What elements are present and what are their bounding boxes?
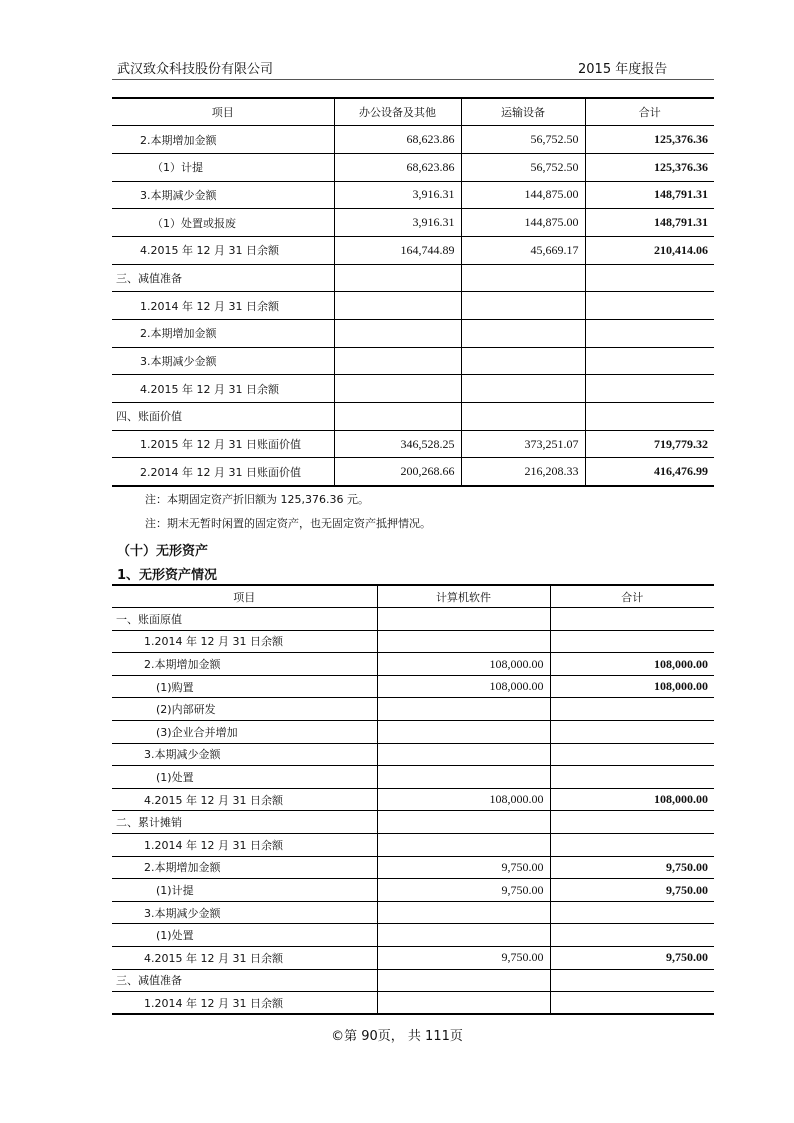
row-label: 四、账面价值 (112, 403, 334, 431)
cell-value (377, 630, 550, 653)
cell-value (334, 320, 461, 348)
cell-value: 125,376.36 (585, 153, 714, 181)
row-label: 3.本期减少金额 (112, 901, 377, 924)
table-row (112, 264, 714, 292)
cell-value (377, 698, 550, 721)
cell-value (377, 901, 550, 924)
subsection-title: 1、无形资产情况 (117, 568, 218, 583)
row-label: (3)企业合并增加 (112, 721, 377, 744)
row-label: 4.2015 年 12 月 31 日余额 (112, 788, 377, 811)
cell-value: 144,875.00 (461, 209, 585, 237)
table-row (112, 403, 714, 431)
table-row (112, 856, 714, 879)
cell-value (550, 969, 714, 992)
fixed-assets-table (112, 97, 714, 487)
cell-value (461, 264, 585, 292)
row-label: 三、减值准备 (112, 264, 334, 292)
cell-value (334, 292, 461, 320)
row-label: 2.本期增加金额 (112, 653, 377, 676)
column-header: 计算机软件 (377, 585, 550, 608)
cell-value: 108,000.00 (377, 675, 550, 698)
row-label: 4.2015 年 12 月 31 日余额 (112, 236, 334, 264)
page-footer: ©第 90页， 共 111页 (331, 1029, 463, 1044)
table-row (112, 209, 714, 237)
cell-value (377, 992, 550, 1015)
cell-value (461, 403, 585, 431)
cell-value (334, 347, 461, 375)
cell-value: 148,791.31 (585, 209, 714, 237)
row-label: 4.2015 年 12 月 31 日余额 (112, 375, 334, 403)
cell-value: 68,623.86 (334, 153, 461, 181)
cell-value: 125,376.36 (585, 126, 714, 154)
row-label: 三、减值准备 (112, 969, 377, 992)
table-row (112, 608, 714, 631)
cell-value: 108,000.00 (377, 653, 550, 676)
cell-value (334, 375, 461, 403)
cell-value: 9,750.00 (550, 947, 714, 970)
company-name: 武汉致众科技股份有限公司 (117, 62, 274, 77)
cell-value (550, 608, 714, 631)
cell-value: 108,000.00 (550, 788, 714, 811)
table-row (112, 375, 714, 403)
row-label: 1.2014 年 12 月 31 日余额 (112, 292, 334, 320)
cell-value: 108,000.00 (550, 653, 714, 676)
table-row (112, 126, 714, 154)
row-label: （1）计提 (112, 153, 334, 181)
row-label: 3.本期减少金额 (112, 347, 334, 375)
section-title: （十）无形资产 (117, 544, 209, 559)
row-label: 3.本期减少金额 (112, 743, 377, 766)
row-label: (1)购置 (112, 675, 377, 698)
cell-value (585, 292, 714, 320)
cell-value (461, 320, 585, 348)
cell-value (550, 901, 714, 924)
cell-value: 68,623.86 (334, 126, 461, 154)
row-label: （1）处置或报废 (112, 209, 334, 237)
row-label: (1)处置 (112, 924, 377, 947)
cell-value (377, 811, 550, 834)
cell-value (550, 721, 714, 744)
cell-value (550, 630, 714, 653)
cell-value: 164,744.89 (334, 236, 461, 264)
header-divider (112, 79, 714, 80)
cell-value (585, 403, 714, 431)
cell-value: 148,791.31 (585, 181, 714, 209)
row-label: (1)计提 (112, 879, 377, 902)
depreciation-note: 注：本期固定资产折旧额为 125,376.36 元。 (145, 493, 369, 506)
cell-value (550, 992, 714, 1015)
cell-value (334, 403, 461, 431)
cell-value (550, 811, 714, 834)
cell-value (585, 347, 714, 375)
cell-value: 3,916.31 (334, 209, 461, 237)
column-header: 运输设备 (461, 98, 585, 126)
cell-value: 9,750.00 (550, 879, 714, 902)
table-row (112, 811, 714, 834)
table-row (112, 901, 714, 924)
cell-value: 9,750.00 (377, 879, 550, 902)
column-header: 办公设备及其他 (334, 98, 461, 126)
row-label: 2.本期增加金额 (112, 856, 377, 879)
row-label: (1)处置 (112, 766, 377, 789)
cell-value: 56,752.50 (461, 126, 585, 154)
table-row (112, 292, 714, 320)
cell-value: 108,000.00 (377, 788, 550, 811)
cell-value (334, 264, 461, 292)
cell-value (377, 608, 550, 631)
table-row (112, 675, 714, 698)
column-header: 合计 (550, 585, 714, 608)
table-row (112, 947, 714, 970)
row-label: 1.2014 年 12 月 31 日余额 (112, 992, 377, 1015)
cell-value: 45,669.17 (461, 236, 585, 264)
row-label: (2)内部研发 (112, 698, 377, 721)
table-row (112, 630, 714, 653)
row-label: 1.2014 年 12 月 31 日余额 (112, 630, 377, 653)
table-row (112, 698, 714, 721)
cell-value (550, 743, 714, 766)
cell-value: 216,208.33 (461, 458, 585, 486)
cell-value (377, 834, 550, 857)
cell-value (550, 766, 714, 789)
cell-value (550, 834, 714, 857)
cell-value: 373,251.07 (461, 430, 585, 458)
intangible-assets-table (112, 584, 714, 1015)
table-row (112, 458, 714, 486)
table-header-row (112, 98, 714, 126)
cell-value: 56,752.50 (461, 153, 585, 181)
cell-value (585, 320, 714, 348)
cell-value (377, 924, 550, 947)
row-label: 二、累计摊销 (112, 811, 377, 834)
cell-value: 144,875.00 (461, 181, 585, 209)
cell-value (377, 766, 550, 789)
table-header-row (112, 585, 714, 608)
table-row (112, 153, 714, 181)
table-row (112, 430, 714, 458)
table-row (112, 181, 714, 209)
table-row (112, 347, 714, 375)
row-label: 2.本期增加金额 (112, 126, 334, 154)
column-header: 项目 (112, 98, 334, 126)
cell-value: 719,779.32 (585, 430, 714, 458)
cell-value: 346,528.25 (334, 430, 461, 458)
table-row (112, 766, 714, 789)
cell-value (550, 924, 714, 947)
cell-value: 416,476.99 (585, 458, 714, 486)
cell-value: 210,414.06 (585, 236, 714, 264)
cell-value: 9,750.00 (377, 856, 550, 879)
cell-value (461, 292, 585, 320)
table-row (112, 969, 714, 992)
cell-value: 9,750.00 (377, 947, 550, 970)
cell-value (377, 969, 550, 992)
cell-value: 200,268.66 (334, 458, 461, 486)
cell-value: 9,750.00 (550, 856, 714, 879)
table-row (112, 879, 714, 902)
row-label: 4.2015 年 12 月 31 日余额 (112, 947, 377, 970)
row-label: 一、账面原值 (112, 608, 377, 631)
table-row (112, 236, 714, 264)
cell-value (461, 347, 585, 375)
column-header: 合计 (585, 98, 714, 126)
table-row (112, 788, 714, 811)
table-row (112, 721, 714, 744)
cell-value (585, 375, 714, 403)
cell-value: 3,916.31 (334, 181, 461, 209)
column-header: 项目 (112, 585, 377, 608)
cell-value: 108,000.00 (550, 675, 714, 698)
row-label: 2.本期增加金额 (112, 320, 334, 348)
row-label: 2.2014 年 12 月 31 日账面价值 (112, 458, 334, 486)
cell-value (585, 264, 714, 292)
cell-value (461, 375, 585, 403)
table-row (112, 834, 714, 857)
report-title: 2015 年度报告 (578, 62, 668, 77)
idle-assets-note: 注：期末无暂时闲置的固定资产，也无固定资产抵押情况。 (145, 517, 431, 530)
table-row (112, 924, 714, 947)
table-row (112, 743, 714, 766)
row-label: 1.2015 年 12 月 31 日账面价值 (112, 430, 334, 458)
row-label: 1.2014 年 12 月 31 日余额 (112, 834, 377, 857)
table-row (112, 653, 714, 676)
cell-value (377, 721, 550, 744)
row-label: 3.本期减少金额 (112, 181, 334, 209)
table-row (112, 320, 714, 348)
table-row (112, 992, 714, 1015)
cell-value (550, 698, 714, 721)
cell-value (377, 743, 550, 766)
